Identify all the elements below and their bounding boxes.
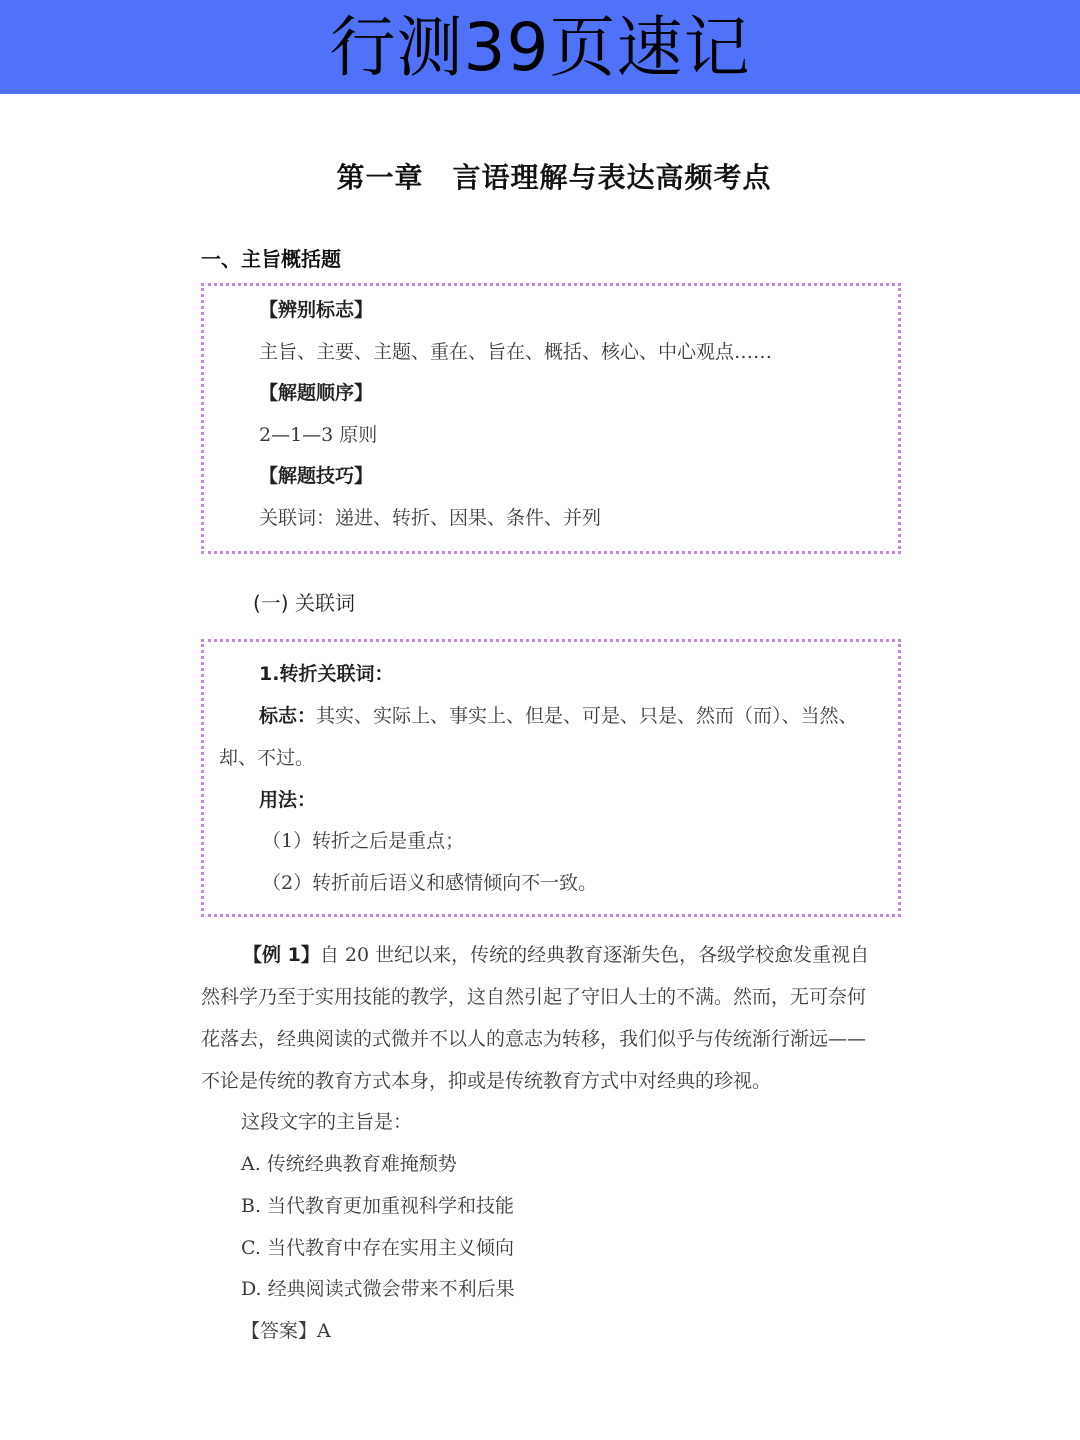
heading-order: 【解题顺序】 <box>259 382 374 404</box>
marker-text-continued: 却、不过。 <box>219 747 315 769</box>
conjunction-title: 1.转折关联词： <box>259 663 394 685</box>
marker-text: 其实、实际上、事实上、但是、可是、只是、然而（而）、当然、 <box>316 705 858 727</box>
usage-label: 用法： <box>259 789 317 811</box>
usage-item-2: （2）转折前后语义和感情倾向不一致。 <box>262 872 598 894</box>
page-banner-title: 行测39页速记 <box>0 0 1080 94</box>
subsection-heading: (一) 关联词 <box>253 591 355 615</box>
example-line-4: 不论是传统的教育方式本身，抑或是传统教育方式中对经典的珍视。 <box>201 1070 772 1092</box>
example-line-3: 花落去，经典阅读的式微并不以人的意志为转移，我们似乎与传统渐行渐远—— <box>201 1028 867 1050</box>
example-label: 【例 1】 <box>243 944 320 966</box>
option-c: C. 当代教育中存在实用主义倾向 <box>241 1237 514 1259</box>
heading-tips: 【解题技巧】 <box>259 465 374 487</box>
answer-value: A <box>317 1320 331 1342</box>
usage-item-1: （1）转折之后是重点； <box>262 830 465 852</box>
marker-line <box>259 701 858 728</box>
example-line-2: 然科学乃至于实用技能的教学，这自然引起了守旧人士的不满。然而，无可奈何 <box>201 986 867 1008</box>
question-prompt: 这段文字的主旨是： <box>241 1111 413 1133</box>
chapter-title: 第一章 言语理解与表达高频考点 <box>336 161 772 194</box>
example-line-1: 【例 1】自 20 世纪以来，传统的经典教育逐渐失色，各级学校愈发重视自 <box>243 944 870 966</box>
option-a: A. 传统经典教育难掩颓势 <box>241 1153 457 1175</box>
answer-label: 【答案】 <box>241 1320 318 1342</box>
option-d: D. 经典阅读式微会带来不利后果 <box>241 1278 515 1300</box>
heading-identify: 【辨别标志】 <box>259 299 374 321</box>
answer-line <box>241 1316 331 1343</box>
tips-text: 关联词：递进、转折、因果、条件、并列 <box>259 507 602 529</box>
identify-text: 主旨、主要、主题、重在、旨在、概括、核心、中心观点…… <box>259 341 773 363</box>
section-title: 一、主旨概括题 <box>201 247 341 271</box>
order-text: 2—1—3 原则 <box>259 424 378 446</box>
option-b: B. 当代教育更加重视科学和技能 <box>241 1195 515 1217</box>
marker-label: 标志： <box>259 705 317 727</box>
